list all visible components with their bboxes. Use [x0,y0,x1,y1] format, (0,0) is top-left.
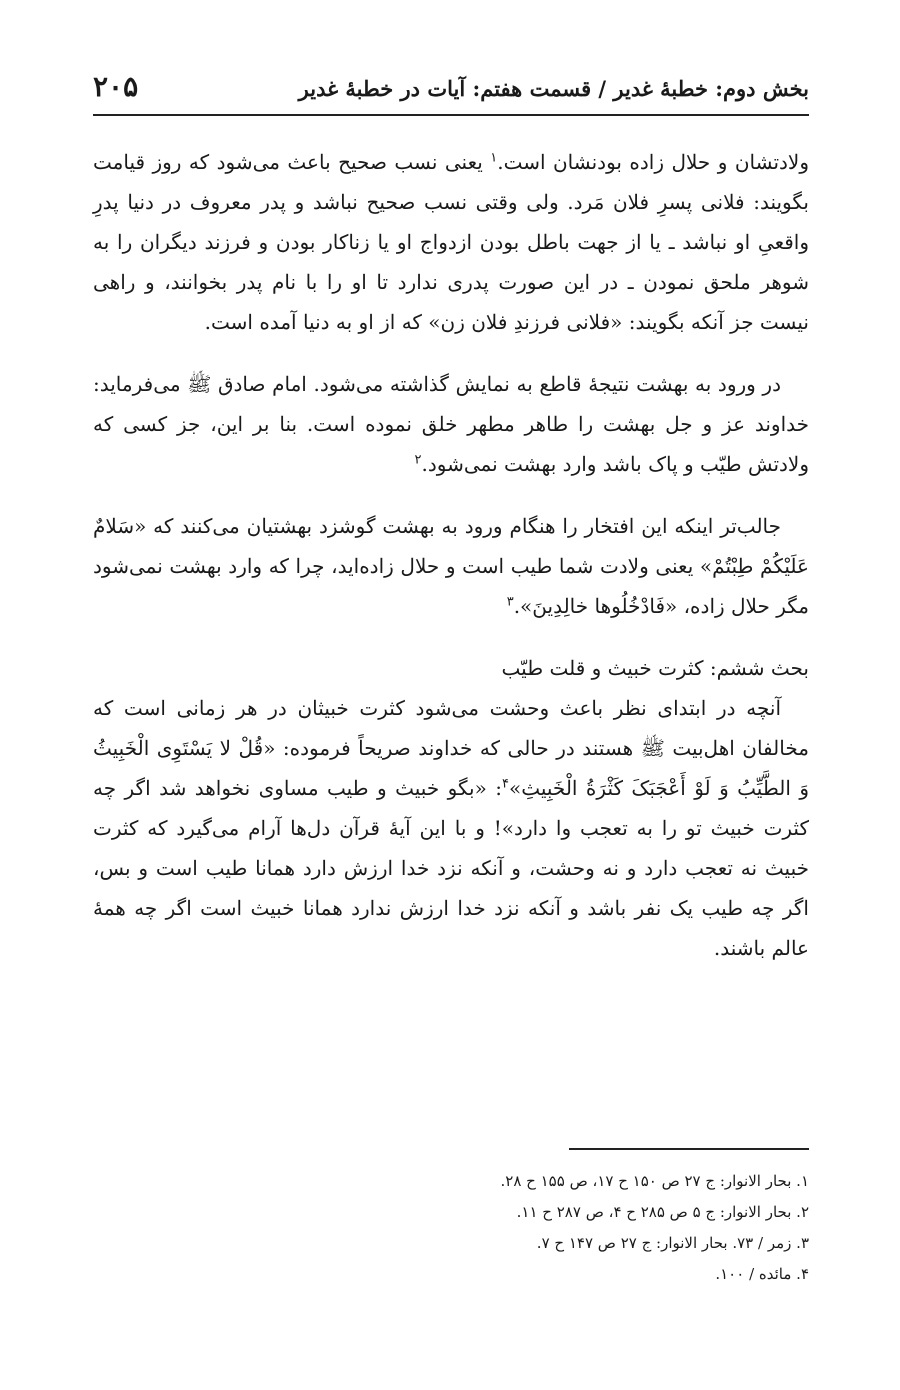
section-heading: بحث ششم: کثرت خبیث و قلت طیّب [501,656,809,680]
paragraph-2: در ورود به بهشت نتیجۀ قاطع به نمایش گذاشته می‌شود. امام صادق ﷺ می‌فرماید: خداوند عز و جل بهشت را طاهر مطهر خلق نموده است. بنا بر این، جز کسی که ولادتش طیّب و پاک باشد وارد بهشت نمی‌شود.$^۲$ [93,372,809,476]
book-page [93,0,809,1390]
footnote-ref-3: ۳ [506,594,514,610]
paragraph-3: جالب‌تر اینکه این افتخار را هنگام ورود به بهشت گوشزد بهشتیان می‌کنند که «سَلامٌ عَلَیْکُمْ طِبْتُمْ» یعنی ولادت شما طیب است و حلال زاده‌اید، چرا که وارد بهشت نمی‌شود مگر حلال زاده، «فَادْخُلُوها خالِدِینَ».$^۳$ [93,514,809,618]
running-title: بخش دوم: خطبۀ غدیر / قسمت هفتم: آیات در خطبۀ غدیر [298,76,809,101]
footnotes [93,1166,809,1290]
page-header [93,68,809,116]
page-number: ۲۰۵ [93,70,139,103]
footnote-ref-1: ۱ [490,150,498,166]
footnote-ref-4: ۴ [502,776,509,792]
footnote-1: ۱. بحار الانوار: ج ۲۷ ص ۱۵۰ ح ۱۷، ص ۱۵۵ ح ۲۸. [500,1172,809,1190]
main-text [93,142,809,968]
footnote-2: ۲. بحار الانوار: ج ۵ ص ۲۸۵ ح ۴، ص ۲۸۷ ح ۱۱. [516,1203,809,1221]
paragraph-1: ولادتشان و حلال زاده بودنشان است.$^۱$ یعنی نسب صحیح باعث می‌شود که روز قیامت بگویند: فلانی پسرِ فلان مَرد. ولی وقتی نسب صحیح نباشد و پدر معروف در دنیا پدرِ واقعیِ او نباشد ـ یا از جهت باطل بودن ازدواج او یا زناکار بودن و فرزند دیگران را به شوهر ملحق نمودن ـ در این صورت پدری ندارد تا او را با نام پدر بخوانند، و راهی نیست جز آنکه بگویند: «فلانی فرزندِ فلان زن» که از او به دنیا آمده است. [93,150,809,334]
footnote-ref-2: ۲ [414,452,422,468]
footnote-divider [569,1148,809,1150]
footnote-4: ۴. مائده / ۱۰۰. [715,1265,809,1283]
paragraph-4: آنچه در ابتدای نظر باعث وحشت می‌شود کثرت خبیثان در هر زمانی است که مخالفان اهل‌بیت ﷺ هستند در حالی که خداوند صریحاً فرموده: «قُلْ لا یَسْتَوِی الْخَبِیثُ وَ الطَّیِّبُ وَ لَوْ أَعْجَبَکَ کَثْرَةُ الْخَبِیثِ»$^۴$: «بگو خبیث و طیب مساوی نخواهد شد اگر چه کثرت خبیث تو را به تعجب وا دارد»! و با این آیۀ قرآن دل‌ها آرام می‌گیرد که کثرت خبیث نه تعجب دارد و نه وحشت، و آنکه نزد خدا ارزش دارد همانا طیب است و بس، اگر چه طیب یک نفر باشد و آنکه نزد خدا ارزش ندارد همانا خبیث است اگر چه همۀ عالم باشند. [93,696,809,960]
footnote-3: ۳. زمر / ۷۳. بحار الانوار: ج ۲۷ ص ۱۴۷ ح ۷. [536,1234,809,1252]
